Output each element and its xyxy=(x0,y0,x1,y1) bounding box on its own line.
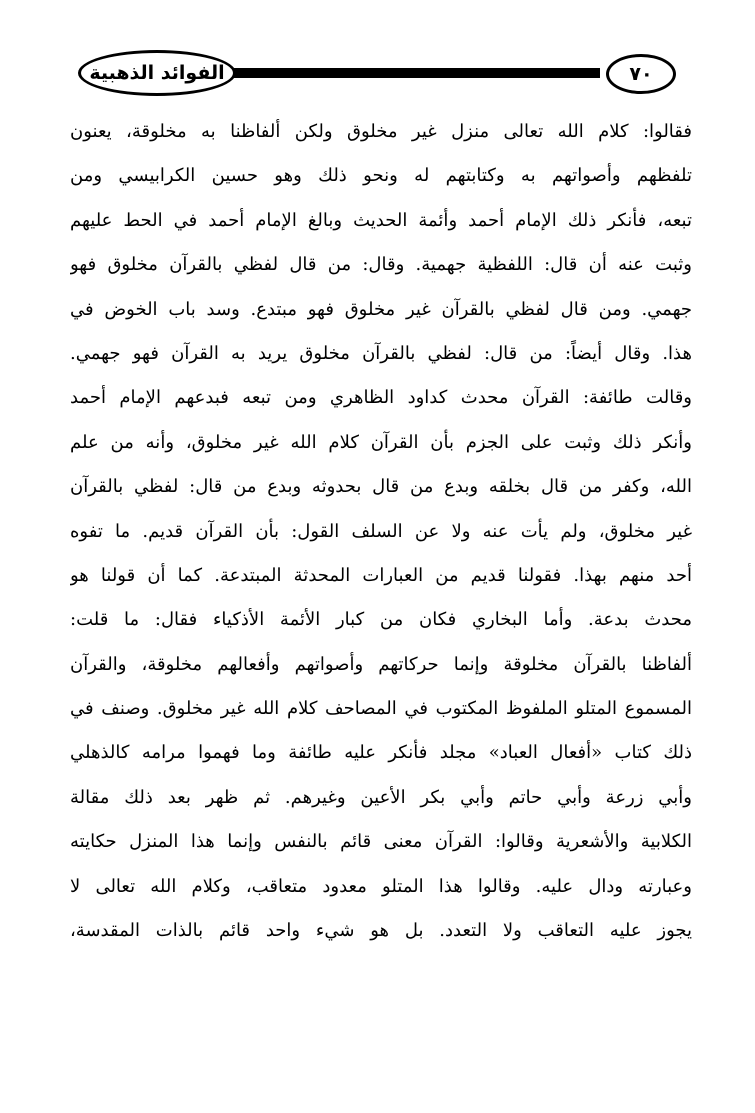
text-line: فقالوا: كلام الله تعالى منزل غير مخلوق ولكن ألفاظنا به مخلوقة، يعنون xyxy=(70,121,692,142)
text-line: وأبي زرعة وأبي حاتم وأبي بكر الأعين وغيرهم. ثم ظهر بعد ذلك مقالة xyxy=(70,786,692,808)
text-line: ذلك كتاب «أفعال العباد» مجلد فأنكر عليه طائفة وما فهموا مرامه كالذهلي xyxy=(70,742,692,764)
running-header xyxy=(78,50,676,98)
text-line: محدث بدعة. وأما البخاري فكان من كبار الأئمة الأذكياء فقال: ما قلت: xyxy=(70,609,692,631)
text-line: يجوز عليه التعاقب ولا التعدد. بل هو شيء واحد قائم بالذات المقدسة، xyxy=(70,920,692,942)
text-line: الكلابية والأشعرية وقالوا: القرآن معنى قائم بالنفس وإنما هذا المنزل حكايته xyxy=(70,831,692,853)
text-line: ألفاظنا بالقرآن مخلوقة وإنما حركاتهم وأصواتهم وأفعالهم مخلوقة، والقرآن xyxy=(70,653,692,675)
text-line: تبعه، فأنكر ذلك الإمام أحمد وأئمة الحديث وبالغ الإمام أحمد في الحط عليهم xyxy=(70,209,692,231)
book-title: الفوائد الذهبية xyxy=(78,50,236,96)
text-line: تلفظهم وأصواتهم به وكتابتهم له ونحو ذلك وهو حسين الكرابيسي ومن xyxy=(70,165,692,187)
text-line: المسموع المتلو الملفوظ المكتوب في المصاحف كلام الله غير مخلوق. وصنف في xyxy=(70,698,692,720)
text-line: غير مخلوق، ولم يأت عنه ولا عن السلف القول: بأن القرآن قديم. ما تفوه xyxy=(70,520,692,542)
text-line: جهمي. ومن قال لفظي بالقرآن غير مخلوق فهو مبتدع. وسد باب الخوض في xyxy=(70,298,692,320)
text-line: وأنكر ذلك وثبت على الجزم بأن القرآن كلام الله غير مخلوق، وأنه من علم xyxy=(70,431,692,453)
text-line: الله، وكفر من قال بخلقه وبدع من قال بحدوثه وبدع من قال: لفظي بالقرآن xyxy=(70,476,692,498)
text-line: وقالت طائفة: القرآن محدث كداود الظاهري ومن تبعه فبدعهم الإمام أحمد xyxy=(70,387,692,409)
text-line: وثبت عنه أن قال: اللفظية جهمية. وقال: من قال لفظي بالقرآن مخلوق فهو xyxy=(70,254,692,276)
header-rule xyxy=(218,68,600,78)
text-line: وعبارته ودال عليه. وقالوا هذا المتلو معدود متعاقب، وكلام الله تعالى لا xyxy=(70,875,692,897)
text-line: هذا. وقال أيضاً: من قال: لفظي بالقرآن مخلوق يريد به القرآن فهو جهمي. xyxy=(70,342,692,364)
body-text xyxy=(70,110,692,953)
page-number: ٧٠ xyxy=(606,54,676,94)
text-line: أحد منهم بهذا. فقولنا قديم من العبارات المحدثة المبتدعة. كما أن قولنا هو xyxy=(70,564,692,586)
